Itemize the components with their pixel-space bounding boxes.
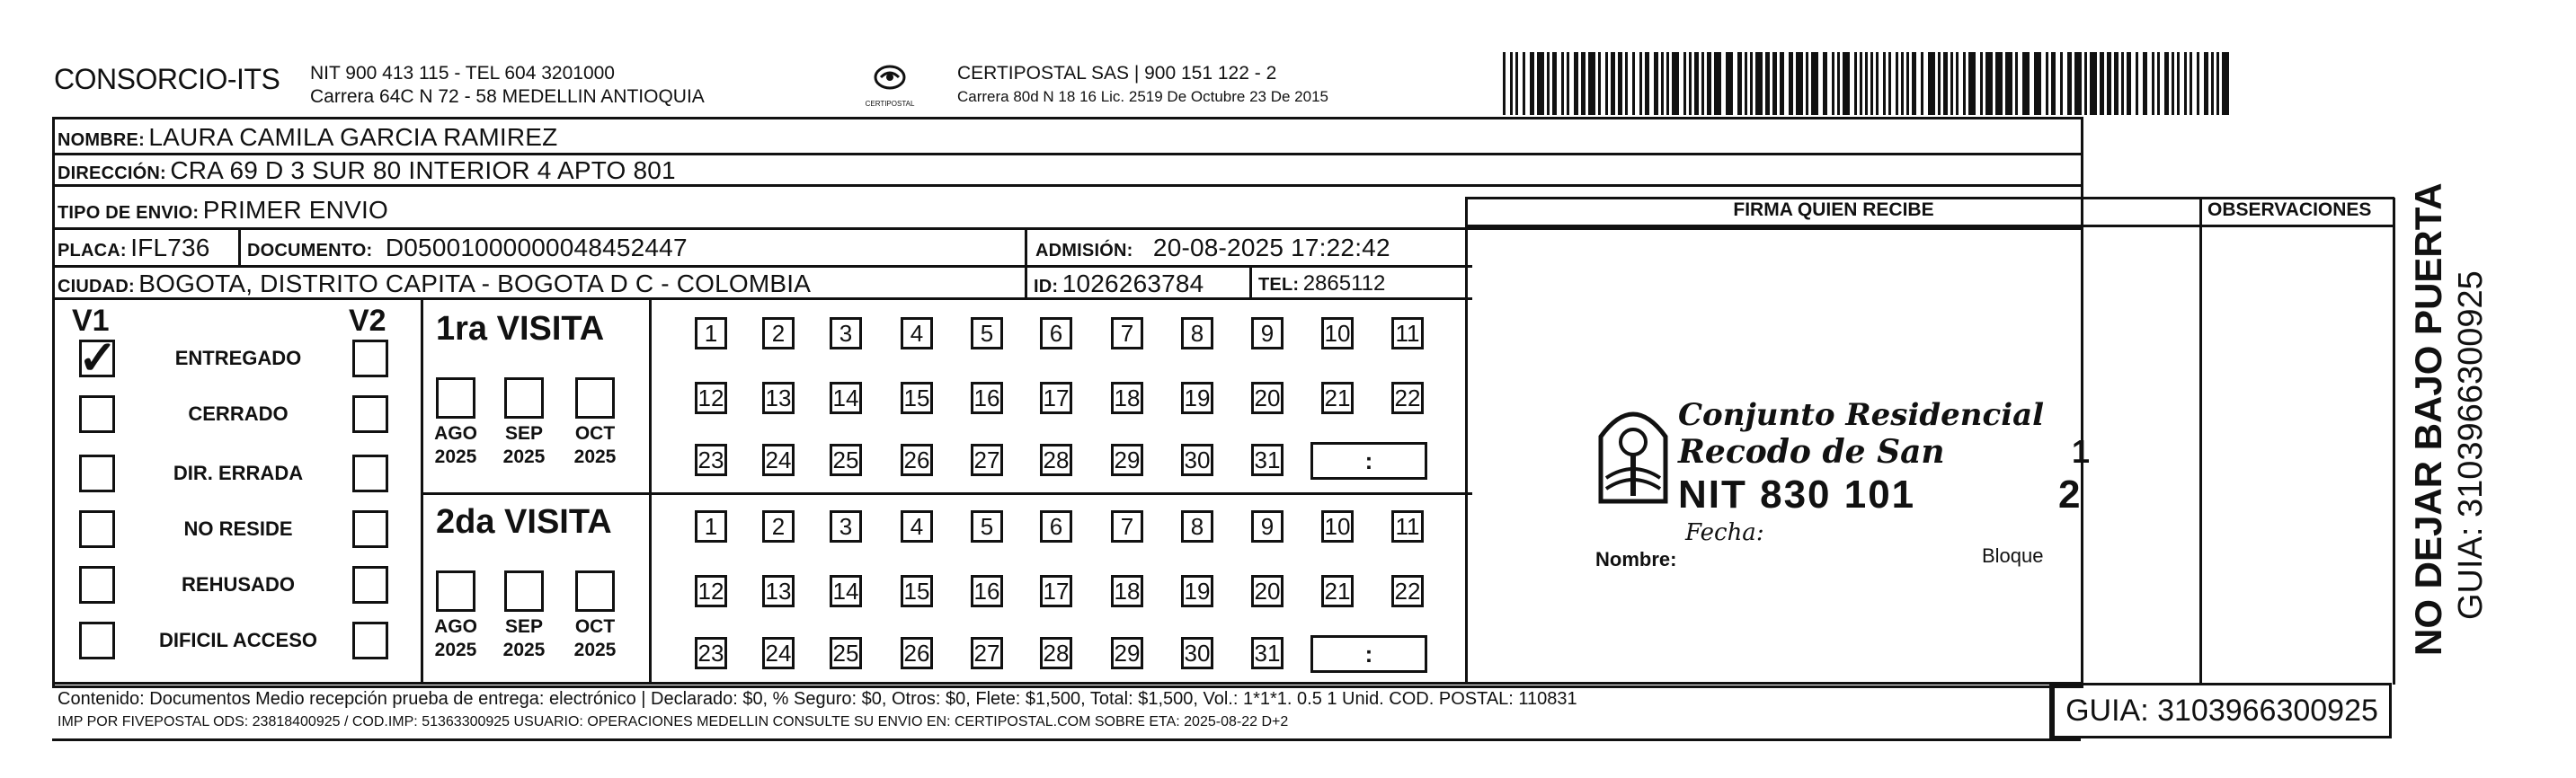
day-box[interactable]: 25 (830, 637, 862, 669)
status-v1-checkbox[interactable] (79, 510, 115, 548)
tel-value: 2865112 (1302, 271, 1386, 296)
day-box[interactable]: 1 (695, 317, 727, 349)
day-box[interactable]: 13 (762, 575, 795, 607)
logo-icon (872, 65, 908, 95)
day-box[interactable]: 31 (1251, 444, 1284, 476)
stamp-line-2: Recodo de San (1678, 433, 1945, 471)
day-box[interactable]: 6 (1040, 317, 1072, 349)
id-value: 1026263784 (1061, 270, 1204, 297)
time-box[interactable]: : (1310, 635, 1427, 673)
month-label (497, 422, 551, 469)
barcode (1503, 52, 2231, 115)
month-year: 2025 (573, 446, 617, 467)
status-v1-checkbox[interactable] (79, 455, 115, 492)
month-label (568, 422, 622, 469)
visit-title: 2da VISITA (436, 503, 612, 541)
nombre-label: NOMBRE: (58, 130, 145, 150)
tel-label: TEL: (1258, 275, 1300, 295)
certipostal-title: CERTIPOSTAL SAS | 900 151 122 - 2 (957, 63, 1277, 84)
status-v2-checkbox[interactable] (352, 395, 388, 433)
month-year: 2025 (573, 640, 617, 660)
footer-line-2: IMP POR FIVEPOSTAL ODS: 23818400925 / COD.IMP: 51363300925 USUARIO: OPERACIONES MEDELLIN CONSULTE SU ENVIO EN: CERTIPOSTAL.COM SOBRE ETA: 2025-08-22 D+2 (58, 714, 1289, 729)
stamp-fecha: Fecha: (1685, 519, 1764, 546)
id-label: ID: (1034, 277, 1059, 296)
month-year: 2025 (434, 446, 477, 467)
month-box[interactable] (504, 570, 544, 612)
day-box[interactable]: 15 (901, 382, 933, 414)
nombre-value: LAURA CAMILA GARCIA RAMIREZ (148, 123, 558, 151)
day-box[interactable]: 30 (1181, 444, 1213, 476)
admision-row (1035, 234, 1390, 262)
day-box[interactable]: 11 (1391, 510, 1424, 543)
day-box[interactable]: 4 (901, 317, 933, 349)
placa-row (58, 234, 210, 262)
day-box[interactable]: 16 (971, 382, 1003, 414)
stamp-bloque: Bloque (1982, 544, 2044, 567)
stamp-line-1: Conjunto Residencial (1678, 397, 2045, 433)
v2-label: V2 (349, 304, 386, 338)
status-v2-checkbox[interactable] (352, 566, 388, 604)
day-box[interactable]: 23 (695, 444, 727, 476)
day-box[interactable]: 4 (901, 510, 933, 543)
day-box[interactable]: 26 (901, 444, 933, 476)
day-box[interactable]: 24 (762, 637, 795, 669)
status-v2-checkbox[interactable] (352, 340, 388, 377)
day-box[interactable]: 3 (830, 317, 862, 349)
footer-guia: GUIA: 3103966300925 (2052, 683, 2392, 738)
status-v2-checkbox[interactable] (352, 455, 388, 492)
id-row (1034, 270, 1204, 298)
month-label (497, 615, 551, 662)
month-name: AGO (434, 616, 477, 637)
tipo-envio-row (58, 196, 388, 225)
day-box[interactable]: 10 (1321, 317, 1354, 349)
tipo-envio-label: TIPO DE ENVIO: (58, 203, 200, 223)
direccion-label: DIRECCIÓN: (58, 164, 166, 183)
tel-row (1258, 271, 1385, 296)
month-label (429, 422, 483, 469)
day-box[interactable]: 21 (1321, 575, 1354, 607)
status-label: ENTREGADO (174, 347, 302, 369)
day-box[interactable]: 21 (1321, 382, 1354, 414)
day-box[interactable]: 28 (1040, 637, 1072, 669)
ciudad-label: CIUDAD: (58, 277, 135, 296)
status-v2-checkbox[interactable] (352, 510, 388, 548)
firma-header: FIRMA QUIEN RECIBE (1733, 199, 1934, 220)
direccion-row (58, 156, 676, 185)
month-name: OCT (574, 423, 616, 444)
documento-label: DOCUMENTO: (247, 241, 373, 261)
day-box[interactable]: 18 (1111, 575, 1143, 607)
company-nit-tel: NIT 900 413 115 - TEL 604 3201000 (310, 63, 615, 84)
stamp-emblem-icon (1595, 397, 1671, 505)
day-box[interactable]: 11 (1391, 317, 1424, 349)
day-box[interactable]: 15 (901, 575, 933, 607)
month-name: SEP (504, 423, 544, 444)
day-box[interactable]: 10 (1321, 510, 1354, 543)
day-box[interactable]: 23 (695, 637, 727, 669)
day-box[interactable]: 20 (1251, 382, 1284, 414)
status-label: REHUSADO (182, 573, 295, 596)
visit-title: 1ra VISITA (436, 310, 605, 348)
tipo-envio-value: PRIMER ENVIO (202, 196, 388, 224)
day-box[interactable]: 6 (1040, 510, 1072, 543)
documento-value: D05001000000048452447 (385, 234, 688, 261)
stamp-line-3: NIT 830 101 (1678, 473, 1916, 517)
month-box[interactable] (436, 570, 475, 612)
month-label (429, 615, 483, 662)
stamp-nombre: Nombre: (1595, 548, 1677, 570)
day-box[interactable]: 19 (1181, 575, 1213, 607)
ciudad-row (58, 270, 811, 298)
certipostal-logo (854, 65, 926, 108)
admision-value: 20-08-2025 17:22:42 (1152, 234, 1390, 261)
day-box[interactable]: 2 (762, 317, 795, 349)
logo-caption: CERTIPOSTAL (865, 100, 915, 108)
stamp-line-3-end: 2 (2058, 473, 2081, 517)
v1-label: V1 (72, 304, 110, 338)
observaciones-header: OBSERVACIONES (2207, 199, 2372, 220)
status-v1-checkbox[interactable] (78, 332, 118, 385)
day-box[interactable]: 27 (971, 637, 1003, 669)
day-box[interactable]: 17 (1040, 382, 1072, 414)
side-guia: GUIA: 3103966300925 (2452, 270, 2490, 620)
status-label: DIFICIL ACCESO (158, 629, 317, 651)
day-box[interactable]: 8 (1181, 317, 1213, 349)
status-v1-checkbox[interactable] (79, 622, 115, 659)
day-box[interactable]: 19 (1181, 382, 1213, 414)
day-box[interactable]: 3 (830, 510, 862, 543)
day-box[interactable]: 14 (830, 382, 862, 414)
nombre-row (58, 123, 557, 152)
footer-line-1: Contenido: Documentos Medio recepción prueba de entrega: electrónico | Declarado: $0, % Seguro: $0, Otros: $0, Flete: $1,500, Total: $1,500, Vol.: 1*1*1. 0.5 1 Unid. COD. POSTAL: 110831 (58, 689, 1577, 709)
day-box[interactable]: 8 (1181, 510, 1213, 543)
placa-value: IFL736 (130, 234, 210, 261)
day-box[interactable]: 29 (1111, 637, 1143, 669)
day-box[interactable]: 12 (695, 382, 727, 414)
day-box[interactable]: 12 (695, 575, 727, 607)
month-label (568, 615, 622, 662)
day-box[interactable]: 26 (901, 637, 933, 669)
day-box[interactable]: 1 (695, 510, 727, 543)
day-box[interactable]: 20 (1251, 575, 1284, 607)
checkmark-icon: ✓ (78, 332, 118, 385)
status-v1-checkbox[interactable] (79, 566, 115, 604)
admision-label: ADMISIÓN: (1035, 241, 1133, 261)
day-box[interactable]: 22 (1391, 575, 1424, 607)
status-label: NO RESIDE (183, 517, 293, 540)
day-box[interactable]: 9 (1251, 317, 1284, 349)
company-address: Carrera 64C N 72 - 58 MEDELLIN ANTIOQUIA (310, 86, 705, 107)
day-box[interactable]: 22 (1391, 382, 1424, 414)
receiver-stamp (1595, 393, 2153, 573)
day-box[interactable]: 24 (762, 444, 795, 476)
day-box[interactable]: 18 (1111, 382, 1143, 414)
month-box[interactable] (504, 377, 544, 419)
time-box[interactable]: : (1310, 442, 1427, 480)
day-box[interactable]: 17 (1040, 575, 1072, 607)
day-box[interactable]: 9 (1251, 510, 1284, 543)
month-year: 2025 (502, 446, 546, 467)
placa-label: PLACA: (58, 241, 127, 261)
month-name: SEP (504, 616, 544, 637)
day-box[interactable]: 30 (1181, 637, 1213, 669)
month-box[interactable] (436, 377, 475, 419)
documento-row (247, 234, 688, 262)
company-name: CONSORCIO-ITS (54, 63, 280, 95)
day-box[interactable]: 7 (1111, 317, 1143, 349)
month-box[interactable] (575, 377, 615, 419)
status-v2-checkbox[interactable] (352, 622, 388, 659)
direccion-value: CRA 69 D 3 SUR 80 INTERIOR 4 APTO 801 (170, 156, 676, 184)
status-label: DIR. ERRADA (173, 462, 304, 484)
day-box[interactable]: 16 (971, 575, 1003, 607)
status-label: CERRADO (188, 402, 289, 425)
day-box[interactable]: 13 (762, 382, 795, 414)
month-name: OCT (574, 616, 616, 637)
day-box[interactable]: 2 (762, 510, 795, 543)
status-v1-checkbox[interactable] (79, 395, 115, 433)
certipostal-address: Carrera 80d N 18 16 Lic. 2519 De Octubre 23 De 2015 (957, 88, 1328, 105)
day-box[interactable]: 27 (971, 444, 1003, 476)
month-year: 2025 (434, 640, 477, 660)
day-box[interactable]: 29 (1111, 444, 1143, 476)
day-box[interactable]: 25 (830, 444, 862, 476)
month-name: AGO (434, 423, 477, 444)
month-year: 2025 (502, 640, 546, 660)
day-box[interactable]: 14 (830, 575, 862, 607)
ciudad-value: BOGOTA, DISTRITO CAPITA - BOGOTA D C - COLOMBIA (138, 270, 812, 297)
stamp-line-2-end: 1 (2072, 433, 2091, 470)
day-box[interactable]: 31 (1251, 637, 1284, 669)
day-box[interactable]: 28 (1040, 444, 1072, 476)
day-box[interactable]: 5 (971, 510, 1003, 543)
month-box[interactable] (575, 570, 615, 612)
day-box[interactable]: 5 (971, 317, 1003, 349)
day-box[interactable]: 7 (1111, 510, 1143, 543)
side-warning: NO DEJAR BAJO PUERTA (2407, 182, 2449, 656)
